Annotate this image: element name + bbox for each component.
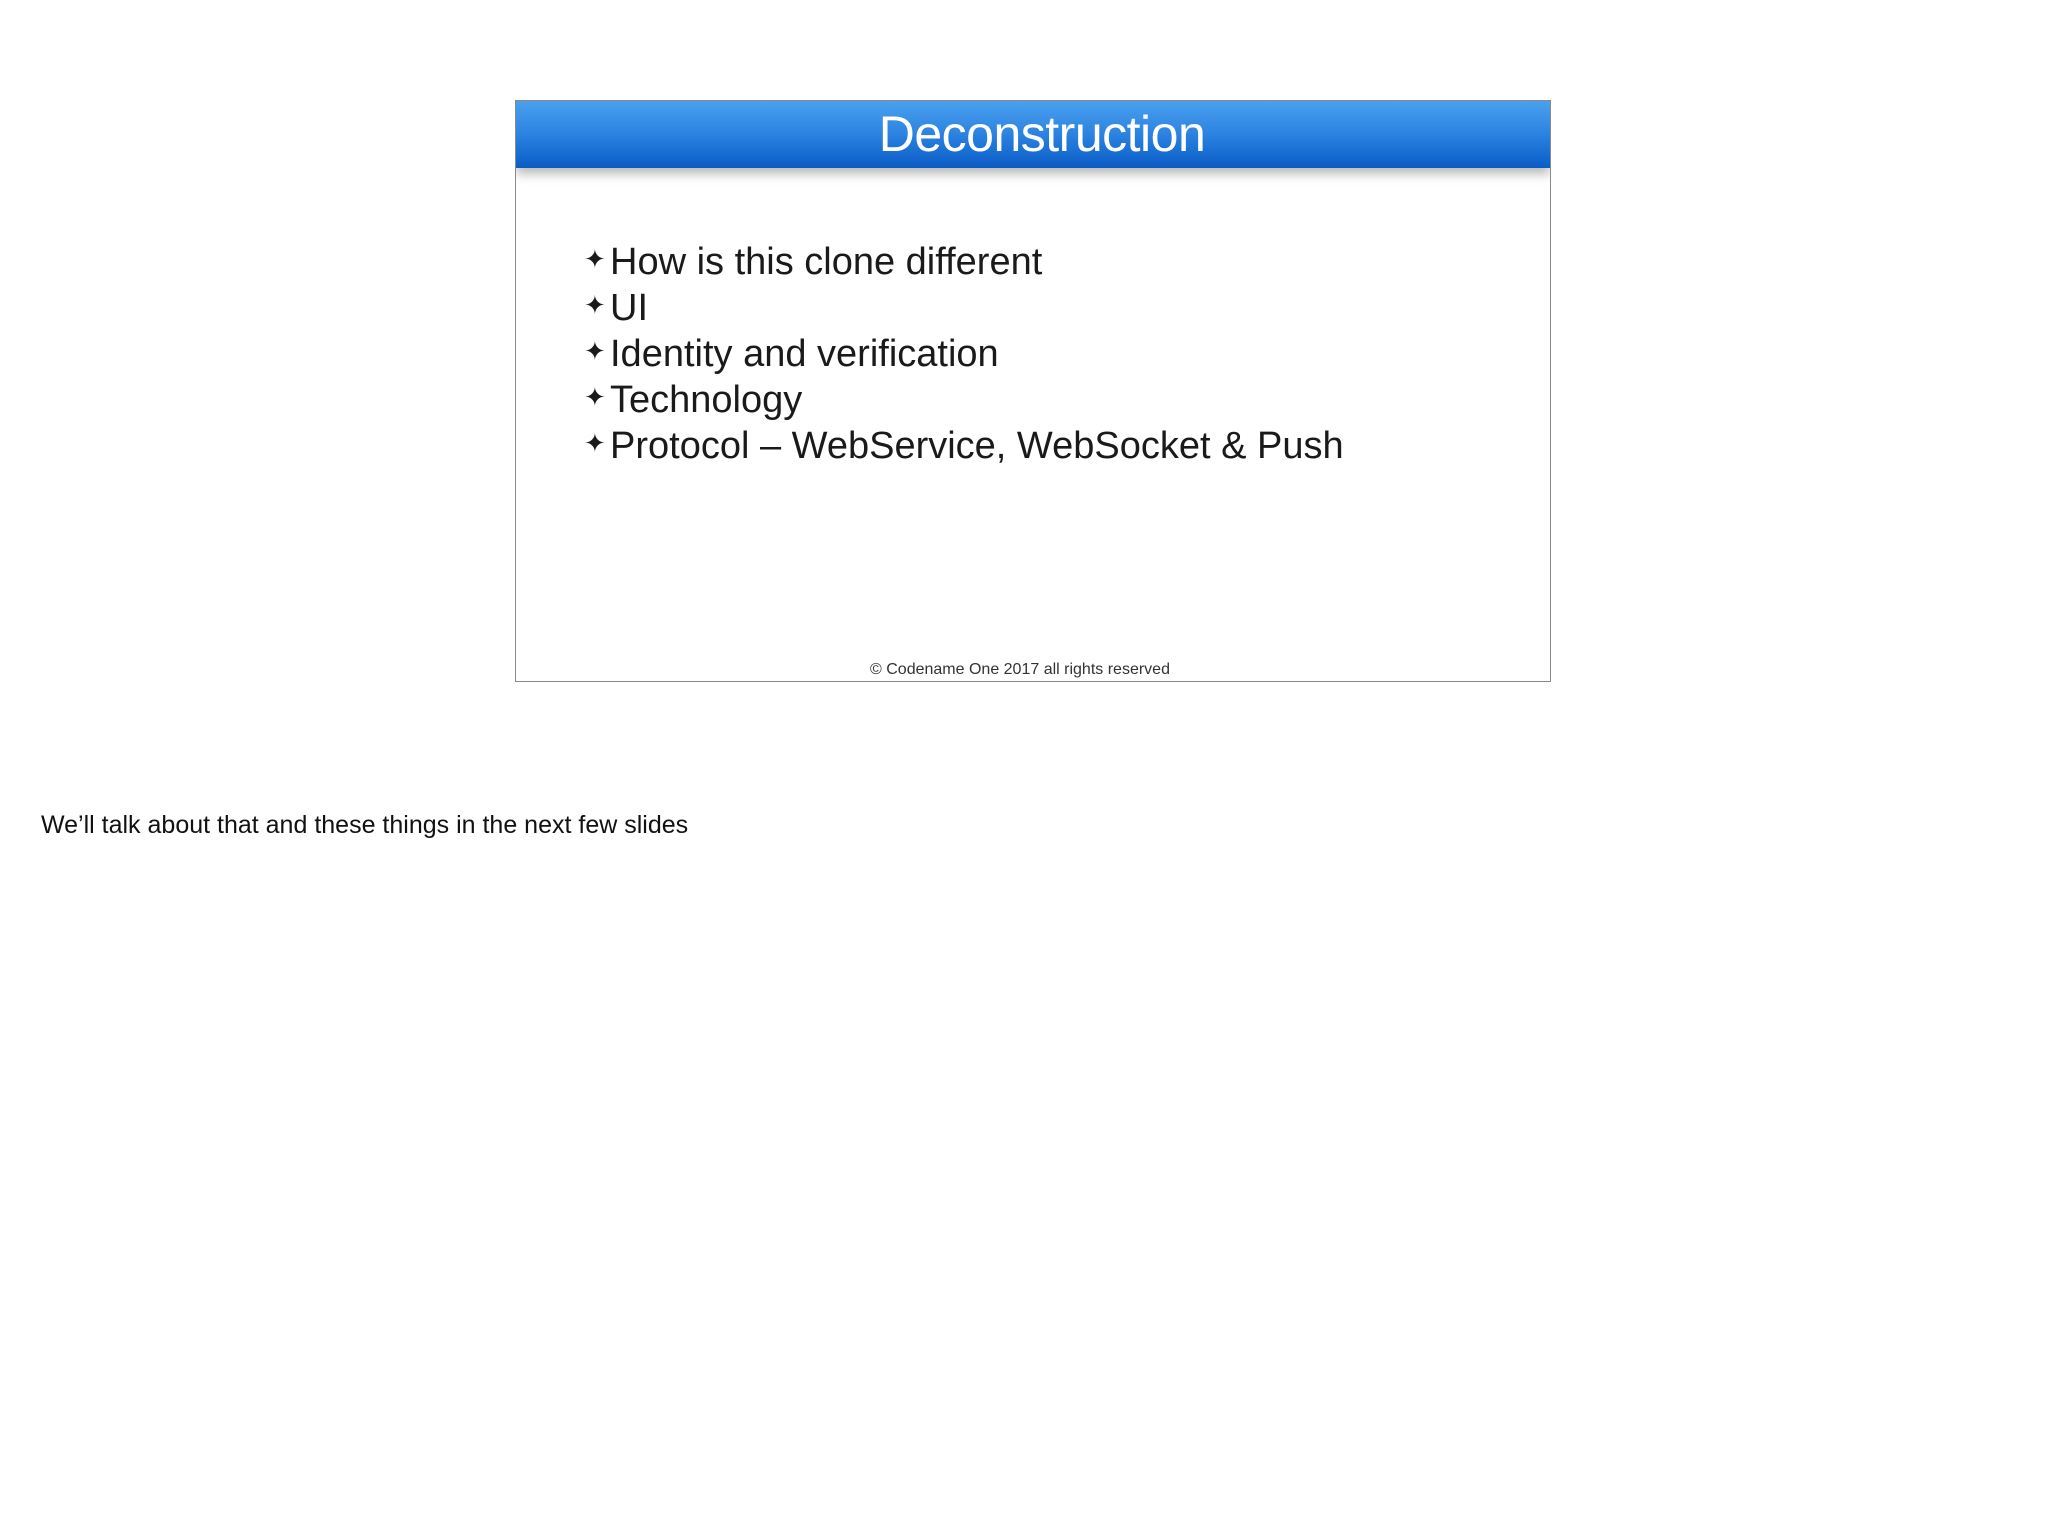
slide bbox=[515, 100, 1551, 682]
bullet-list bbox=[584, 239, 1344, 469]
bullet-item bbox=[584, 423, 1344, 469]
bullet-text: Technology bbox=[610, 379, 803, 421]
bullet-item bbox=[584, 285, 1344, 331]
slide-title: Deconstruction bbox=[878, 106, 1206, 162]
four-point-star-icon: ✦ bbox=[584, 336, 606, 366]
slide-footer-copyright: © Codename One 2017 all rights reserved bbox=[870, 661, 1170, 678]
four-point-star-icon: ✦ bbox=[584, 290, 606, 320]
four-point-star-icon: ✦ bbox=[584, 244, 606, 274]
slide-header-bar bbox=[516, 101, 1550, 168]
bullet-text: Identity and verification bbox=[610, 333, 999, 375]
four-point-star-icon: ✦ bbox=[584, 382, 606, 412]
speaker-notes: We’ll talk about that and these things in the next few slides bbox=[41, 811, 689, 839]
bullet-text: UI bbox=[610, 287, 648, 329]
bullet-item bbox=[584, 239, 1344, 285]
bullet-item bbox=[584, 331, 1344, 377]
bullet-text: Protocol – WebService, WebSocket & Push bbox=[610, 425, 1344, 467]
bullet-text: How is this clone different bbox=[610, 241, 1043, 283]
four-point-star-icon: ✦ bbox=[584, 428, 606, 458]
bullet-item bbox=[584, 377, 1344, 423]
